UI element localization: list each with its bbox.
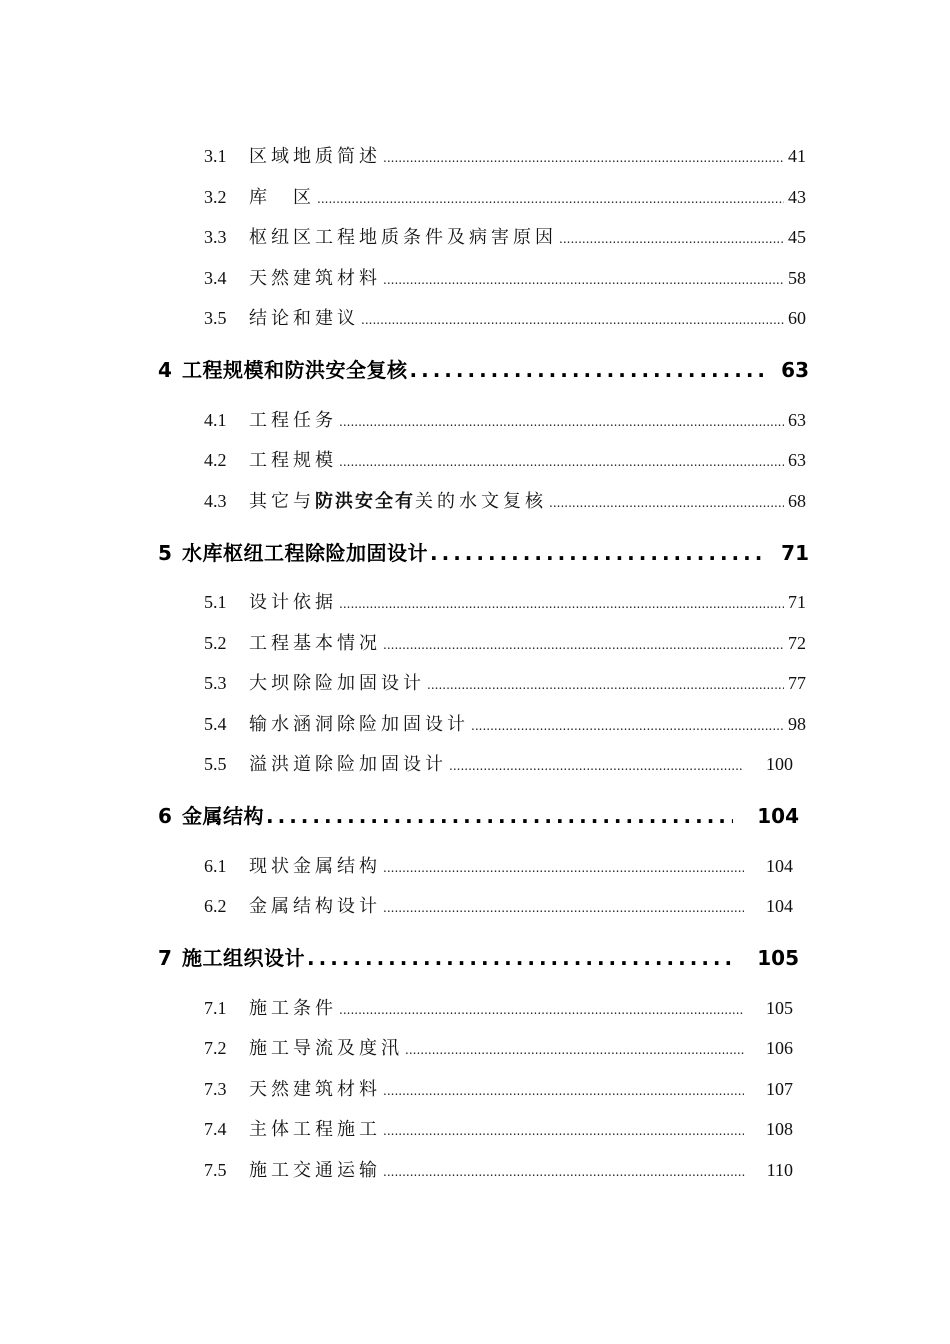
section-number: 6.1 [204, 856, 227, 876]
chapter-number: 4 [158, 358, 172, 382]
leader-dots [559, 233, 784, 245]
toc-entry[interactable] [204, 223, 806, 249]
page-number: 77 [788, 673, 806, 693]
section-number: 5.5 [204, 754, 227, 774]
toc-entry[interactable] [204, 183, 806, 209]
page-number: 63 [788, 450, 806, 470]
leader-dots [361, 314, 784, 326]
leader-dots [383, 1085, 744, 1097]
leader-dots [383, 902, 744, 914]
section-title-part: 其它与 [249, 491, 315, 512]
section-title: 枢纽区工程地质条件及病害原因 [249, 227, 557, 248]
toc-entry[interactable] [204, 852, 793, 878]
section-number: 7.3 [204, 1079, 227, 1099]
leader-dots [339, 1004, 744, 1016]
toc-entry[interactable] [204, 994, 793, 1020]
toc-entry[interactable] [204, 304, 806, 330]
section-title: 施工交通运输 [249, 1160, 381, 1181]
page-number: 63 [788, 410, 806, 430]
page-number: 106 [766, 1038, 793, 1058]
section-title: 天然建筑材料 [249, 1079, 381, 1100]
toc-entry[interactable] [204, 1115, 793, 1141]
section-number: 3.3 [204, 227, 227, 247]
section-title: 金属结构设计 [249, 896, 381, 917]
page-number: 60 [788, 308, 806, 328]
leader-dots [383, 862, 744, 874]
section-number: 7.5 [204, 1160, 227, 1180]
leader-dots [317, 193, 784, 205]
toc-entry[interactable] [204, 588, 806, 614]
page-number: 41 [788, 146, 806, 166]
toc-entry[interactable] [204, 142, 806, 168]
toc-entry[interactable] [204, 1156, 793, 1182]
section-number: 4.1 [204, 410, 227, 430]
page-number: 105 [766, 998, 793, 1018]
toc-entry[interactable] [204, 710, 806, 736]
section-number: 5.3 [204, 673, 227, 693]
toc-chapter[interactable] [158, 537, 809, 566]
toc-entry[interactable] [204, 1034, 793, 1060]
section-title: 工程规模 [249, 450, 337, 471]
page-number: 104 [766, 856, 793, 876]
leader-dots [471, 720, 784, 732]
leader-dots [405, 1044, 744, 1056]
section-title: 天然建筑材料 [249, 268, 381, 289]
page-number: 108 [766, 1119, 793, 1139]
section-title: 工程任务 [249, 410, 337, 431]
chapter-title: 金属结构 [182, 804, 264, 828]
toc-entry[interactable] [204, 264, 806, 290]
leader-dots [307, 946, 733, 970]
toc-entry[interactable] [204, 750, 793, 776]
section-title: 区域地质简述 [249, 146, 381, 167]
page-number: 100 [766, 754, 793, 774]
page-number: 72 [788, 633, 806, 653]
section-title: 设计依据 [249, 592, 337, 613]
leader-dots [383, 152, 784, 164]
section-number: 5.2 [204, 633, 227, 653]
leader-dots [383, 639, 784, 651]
toc-chapter[interactable] [158, 800, 799, 829]
page-number: 63 [781, 358, 809, 382]
leader-dots [430, 541, 763, 565]
leader-dots [339, 416, 784, 428]
page-number: 105 [757, 946, 799, 970]
leader-dots [449, 760, 744, 772]
toc-entry[interactable] [204, 892, 793, 918]
leader-dots [383, 1166, 745, 1178]
section-number: 7.1 [204, 998, 227, 1018]
section-number: 7.4 [204, 1119, 227, 1139]
leader-dots [339, 456, 784, 468]
toc-entry[interactable] [204, 1075, 793, 1101]
page-number: 104 [757, 804, 799, 828]
section-number: 4.2 [204, 450, 227, 470]
chapter-number: 6 [158, 804, 172, 828]
toc-chapter[interactable] [158, 942, 799, 971]
page-number: 58 [788, 268, 806, 288]
page-number: 43 [788, 187, 806, 207]
chapter-title: 水库枢纽工程除险加固设计 [182, 541, 428, 565]
toc-entry[interactable] [204, 406, 806, 432]
section-number: 7.2 [204, 1038, 227, 1058]
section-number: 5.4 [204, 714, 227, 734]
leader-dots [427, 679, 784, 691]
toc-chapter[interactable] [158, 354, 809, 383]
toc-entry[interactable] [204, 629, 806, 655]
page-number: 107 [766, 1079, 793, 1099]
section-title: 库 区 [249, 187, 315, 208]
section-title: 输水涵洞除险加固设计 [249, 714, 469, 735]
leader-dots [383, 1125, 744, 1137]
section-title: 施工导流及度汛 [249, 1038, 403, 1059]
section-number: 3.5 [204, 308, 227, 328]
leader-dots [549, 497, 784, 509]
section-title: 溢洪道除险加固设计 [249, 754, 447, 775]
page-number: 71 [781, 541, 809, 565]
section-title: 工程基本情况 [249, 633, 381, 654]
leader-dots [383, 274, 784, 286]
leader-dots [266, 804, 733, 828]
section-title: 结论和建议 [249, 308, 359, 329]
leader-dots [410, 358, 764, 382]
toc-entry[interactable] [204, 446, 806, 472]
toc-entry[interactable] [204, 669, 806, 695]
chapter-number: 5 [158, 541, 172, 565]
page-number: 71 [788, 592, 806, 612]
section-title-part: 关的水文复核 [415, 491, 547, 512]
chapter-number: 7 [158, 946, 172, 970]
chapter-title: 工程规模和防洪安全复核 [182, 358, 408, 382]
chapter-title: 施工组织设计 [182, 946, 305, 970]
section-title-emphasis: 防洪安全有 [315, 491, 415, 512]
section-title: 主体工程施工 [249, 1119, 381, 1140]
page-number: 45 [788, 227, 806, 247]
page-number: 98 [788, 714, 806, 734]
page-number: 110 [766, 1160, 793, 1180]
page-number: 68 [788, 491, 806, 511]
toc-entry[interactable] [204, 487, 806, 513]
section-number: 4.3 [204, 491, 227, 511]
section-number: 3.4 [204, 268, 227, 288]
section-number: 6.2 [204, 896, 227, 916]
section-number: 3.2 [204, 187, 227, 207]
section-number: 5.1 [204, 592, 227, 612]
section-title: 施工条件 [249, 998, 337, 1019]
leader-dots [339, 598, 784, 610]
section-title [249, 487, 547, 513]
section-title: 现状金属结构 [249, 856, 381, 877]
section-title: 大坝除险加固设计 [249, 673, 425, 694]
page-number: 104 [766, 896, 793, 916]
section-number: 3.1 [204, 146, 227, 166]
